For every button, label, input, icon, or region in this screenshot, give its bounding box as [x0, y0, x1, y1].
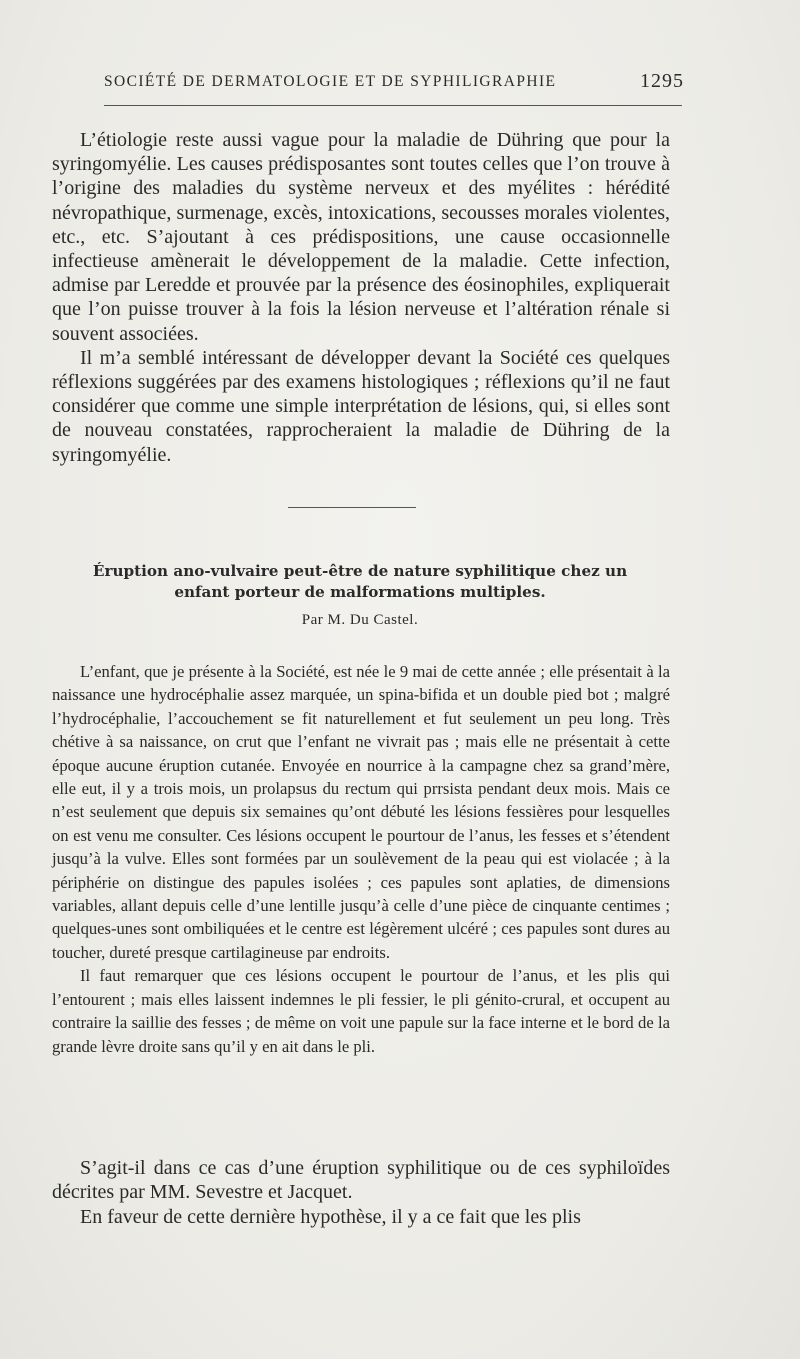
article-title-line: Éruption ano-vulvaire peut-être de nature syphilitique chez un — [92, 562, 628, 580]
running-title: SOCIÉTÉ DE DERMATOLOGIE ET DE SYPHILIGRAPHIE — [104, 73, 557, 90]
paragraph: En faveur de cette dernière hypothèse, il y a ce fait que les plis — [80, 1205, 581, 1228]
section-3-body — [52, 1156, 670, 1229]
paragraph: Il faut remarquer que ces lésions occupent le pourtour de l’anus, et les plis qui l’entourent ; mais elles laissent indemnes le pli fessier, le pli génito-crural, et occupent au contraire la saillie des fesses ; de même on voit une papule sur la face interne et le bord de la grande lèvre droite sans qu’il y en ait dans le pli. — [52, 966, 670, 1056]
paragraph: L’étiologie reste aussi vague pour la maladie de Dühring que pour la syringomyélie. Les causes prédisposantes sont toutes celles que l’on trouve à l’origine des maladies du système nerveux et des myélites : hérédité névropathique, surmenage, excès, intoxications, secousses morales violentes, etc., etc. S’ajoutant à ces prédispositions, une cause occasionnelle infectieuse amènerait le développement de la maladie. Cette infection, admise par Leredde et prouvée par la présence des éosinophiles, expliquerait que l’on puisse trouver à la fois la lésion nerveuse et l’altération rénale si souvent associées. — [52, 129, 670, 345]
section-2-body — [52, 660, 670, 1058]
running-head — [104, 70, 684, 99]
article-title — [48, 561, 672, 603]
page-number: 1295 — [640, 70, 684, 92]
header-rule — [104, 105, 682, 106]
paragraph: L’enfant, que je présente à la Société, est née le 9 mai de cette année ; elle présentait à la naissance une hydrocéphalie assez marquée, un spina-bifida et un double pied bot ; malgré l’hydrocéphalie, l’accouchement se fit naturellement et fut seulement un peu long. Très chétive à sa naissance, on crut que l’enfant ne vivrait pas ; mais elle ne présentait à cette époque aucune éruption cutanée. Envoyée en nourrice à la campagne chez sa grand’mère, elle eut, il y a trois mois, un prolapsus du rectum qui prrsista pendant deux mois. Mais ce n’est seulement que depuis six semaines qu’ont débuté les lésions fessières pour lesquelles on est venu me consulter. Ces lésions occupent le pourtour de l’anus, les fesses et s’étendent jusqu’à la vulve. Elles sont formées par un soulèvement de la peau qui est violacée ; à la périphérie on distingue des papules isolées ; ces papules sont aplaties, de dimensions variables, allant depuis celle d’une lentille jusqu’à celle d’une pièce de cinquante centimes ; quelques-unes sont ombiliquées et le centre est légèrement ulcéré ; ces papules sont dures au toucher, dureté presque cartilagineuse par endroits. — [52, 662, 670, 962]
paragraph: Il m’a semblé intéressant de développer devant la Société ces quelques réflexions suggérées par des examens histologiques ; réflexions qu’il ne faut considérer que comme une simple interprétation de lésions, qui, si elles sont de nouveau constatées, rapprocheraient la maladie de Dühring de la syringomyélie. — [52, 346, 670, 466]
article-title-line: enfant porteur de malformations multiples. — [174, 583, 546, 601]
section-separator — [288, 507, 416, 508]
article-author: Par M. Du Castel. — [301, 612, 419, 628]
section-1-body — [52, 128, 670, 467]
paragraph: S’agit-il dans ce cas d’une éruption syphilitique ou de ces syphiloïdes décrites par MM. Sevestre et Jacquet. — [52, 1157, 670, 1204]
